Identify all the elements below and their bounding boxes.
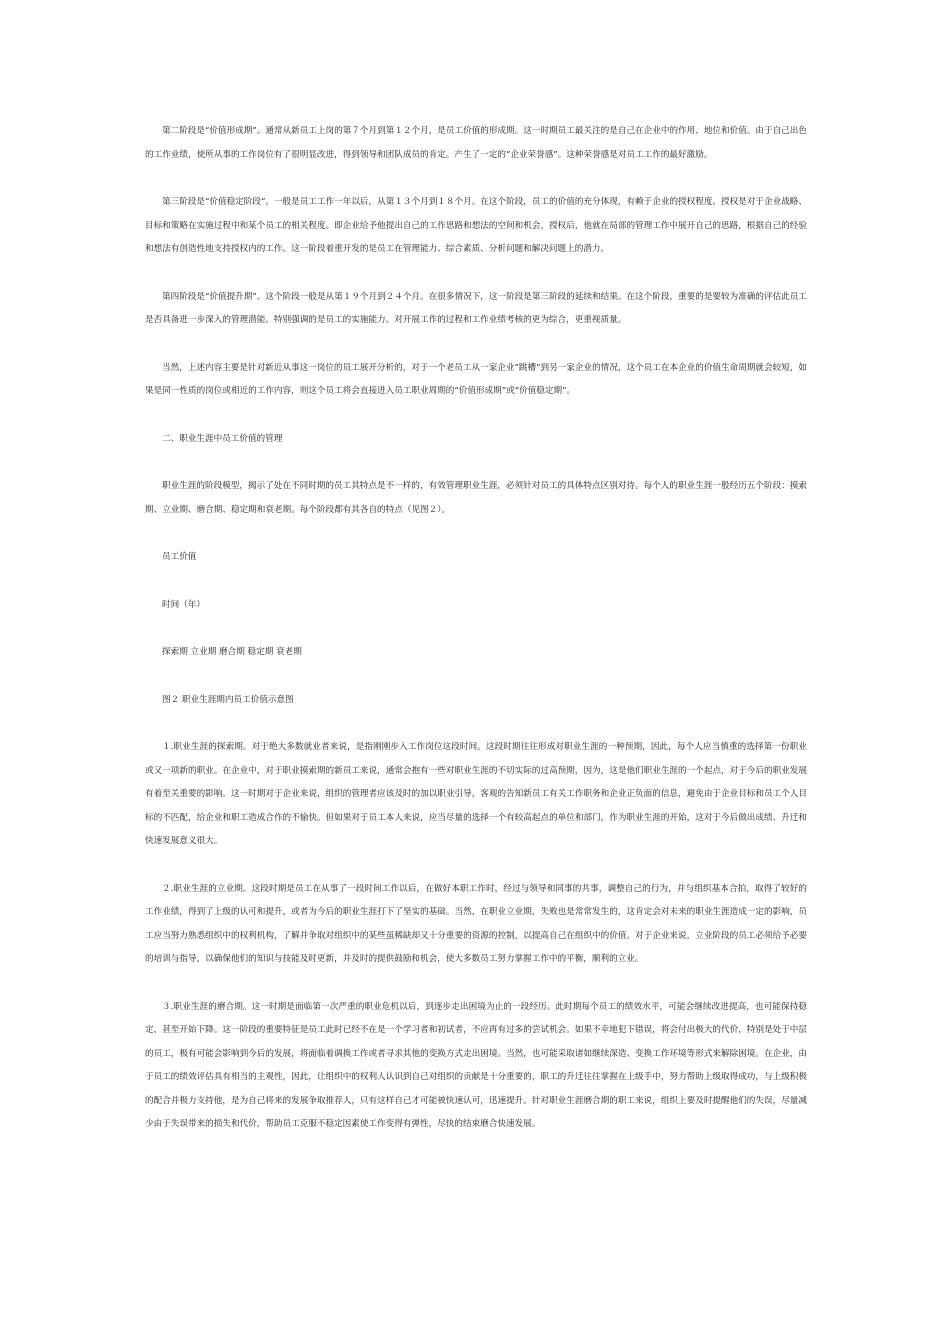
paragraph-note-veteran: 当然，上述内容主要是针对新近从事这一岗位的员工展开分析的，对于一个老员工从一家企业“跳槽”到另一家企业的情况，这个员工在本企业的价值生命周期就会较短，如果是同一性质的岗位或相近的工作内容，则这个员工将会直接进入员工职业周期的“价值形成期”或“价值稳定期”。 [145, 362, 807, 396]
figure-xlabel: 时间（年） [162, 599, 205, 610]
paragraph-stage-two: 第二阶段是“价值形成期”。通常从新员工上岗的第７个月到第１２个月，是员工价值的形成期。这一时期员工最关注的是自己在企业中的作用、地位和价值。由于自己出色的工作业绩，使所从事的工作岗位有了很明显改进，得到领导和团队成员的肯定。产生了一定的“企业荣誉感”。这种荣誉感是对员工工作的最好激励。 [145, 126, 807, 160]
paragraph-career-model: 职业生涯的阶段模型，揭示了处在不同时期的员工其特点是不一样的，有效管理职业生涯，必须针对员工的具体特点区别对待。每个人的职业生涯一般经历五个阶段：摸索期、立业期、磨合期、稳定期和衰老期。每个阶段都有其各自的特点（见图２）。 [145, 481, 807, 515]
figure-caption: 图２ 职业生涯期内员工价值示意图 [162, 694, 294, 705]
paragraph-stage-four: 第四阶段是“价值提升期”。这个阶段一般是从第１９个月到２４个月。在很多情况下，这一阶段是第三阶段的延续和结果。在这个阶段，重要的是要较为准确的评估此员工是否具备进一步深入的管理潜能。特别强调的是员工的实施能力。对开展工作的过程和工作业绩考核的更为综合，更重视质量。 [145, 291, 807, 325]
figure-ylabel: 员工价值 [162, 552, 197, 562]
section-heading-two: 二、职业生涯中员工价值的管理 [162, 433, 283, 444]
paragraph-establishment-period: ２.职业生涯的立业期。这段时期是员工在从事了一段时间工作以后，在做好本职工作时，经过与领导和同事的共事，调整自己的行为，并与组织基本合拍，取得了较好的工作业绩，得到了上级的认可和提升，或者为今后的职业生涯打下了坚实的基础。当然，在职业立业期，失败也是常常发生的，这肯定会对未来的职业生涯造成一定的影响，员工应当努力熟悉组织中的权利机构，了解并争取对组织中的某些虽稀缺却又十分重要的资源的控制，以提高自己在组织中的价值。对于企业来说，立业阶段的员工必须给予必要的培训与指导，以确保他们的知识与技能及时更新，并及时的提供鼓励和机会，使大多数员工努力掌握工作中的平衡，顺利的立业。 [145, 883, 807, 964]
paragraph-stage-three: 第三阶段是“价值稳定阶段”。一般是员工工作一年以后，从第１３个月到１８个月。在这个阶段，员工的价值的充分体现，有赖于企业的授权程度。授权是对于企业战略、目标和策略在实施过程中和某个员工的相关程度。即企业给予他提出自己的工作思路和想法的空间和机会，授权后，他就在局部的管理工作中展开自己的思路，根据自己的经验和想法有创造性地支持授权内的工作。这一阶段着重开发的是员工在管理能力、综合素质、分析问题和解决问题上的潜力。 [145, 197, 807, 254]
paragraph-exploration-period: １.职业生涯的探索期。对于绝大多数就业者来说，是指刚刚步入工作岗位这段时间。这段时期往往形成对职业生涯的一种预期，因此，每个人应当慎重的选择第一份职业或又一项新的职业。在企业中，对于职业摸索期的新员工来说，通常会抱有一些对职业生涯的不切实际的过高预期，因为，这是他们职业生涯的一个起点，对于今后的职业发展有着至关重要的影响。这一时期对于企业来说，组织的管理者应该及时的加以职业引导，客观的告知新员工有关工作职务和企业正负面的信息，避免由于企业目标和员工个人目标的不匹配，给企业和职工造成合作的不愉快。但如果对于员工本人来说，应当尽量的选择一个有较高起点的单位和部门，作为职业生涯的开始，这对于今后做出成绩、升迁和快速发展意义很大。 [145, 742, 807, 846]
paragraph-adjustment-period: ３.职业生涯的磨合期。这一时期是面临第一次严重的职业危机以后，到逐步走出困境为止的一段经历。此时期每个员工的绩效水平，可能会继续改进提高，也可能保持稳定，甚至开始下降。这一阶段的重要特征是员工此时已经不在是一个学习者和初试者，不应再有过多的尝试机会。如果不幸地犯下错误，将会付出极大的代价，特别是处于中层的员工，极有可能会影响到今后的发展，将面临着调换工作或者寻求其他的变换方式走出困境。当然，也可能采取诸如继续深造、变换工作环境等形式来解除困境。在企业，由于员工的绩效评估具有相当的主观性，因此，让组织中的权利人认识到自己对组织的贡献是十分重要的，职工的升迁往往掌握在上级手中，努力帮助上级取得成功，与上级积极的配合并极力支持他，是为自己将来的发展争取推荐人，只有这样自己才可能被快速认可，迅速提升。针对职业生涯磨合期的职工来说，组织上要及时提醒他们的失误，尽量减少由于失误带来的损失和代价，帮助员工克服不稳定因素使工作变得有弹性，尽快的结束磨合快速发展。 [145, 1001, 807, 1129]
figure-stage-labels: 探索期 立业期 磨合期 稳定期 衰老期 [162, 647, 302, 657]
document-page [145, 120, 807, 1137]
